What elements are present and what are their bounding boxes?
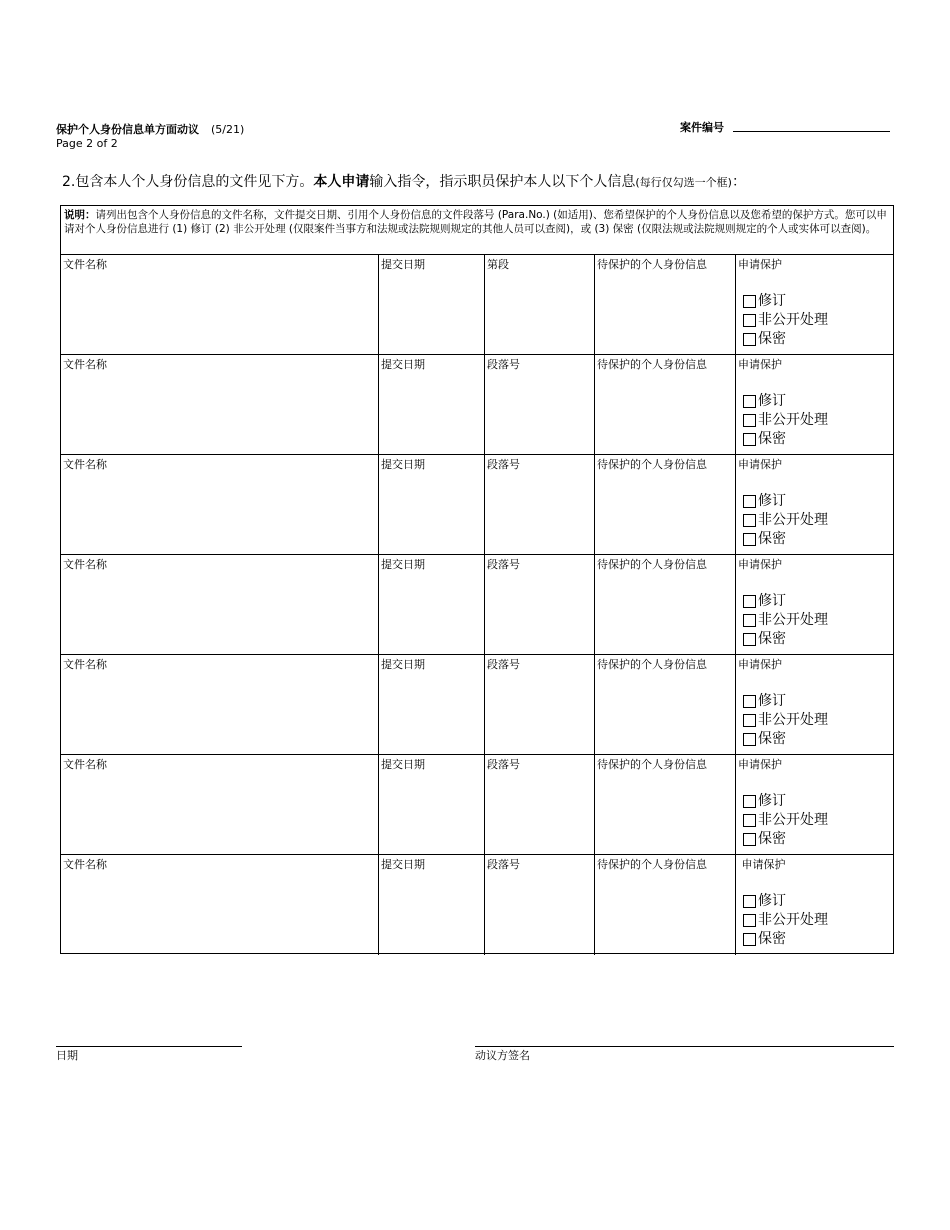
filed-date-label: 提交日期 — [381, 758, 425, 771]
option-label: 非公开处理 — [758, 812, 828, 828]
confidential-option[interactable] — [738, 530, 891, 549]
pii-label: 待保护的个人身份信息 — [597, 458, 707, 471]
option-label: 保密 — [758, 331, 786, 347]
table-row — [61, 255, 893, 355]
option-label: 非公开处理 — [758, 412, 828, 428]
paragraph-number-label: 段落号 — [487, 558, 520, 571]
filed-date-cell[interactable] — [379, 855, 485, 955]
pii-cell[interactable] — [595, 355, 736, 454]
case-number-label: 案件编号 — [680, 121, 724, 134]
option-label: 修订 — [758, 393, 786, 409]
document-name-cell[interactable] — [61, 755, 379, 854]
option-label: 保密 — [758, 831, 786, 847]
date-label: 日期 — [56, 1049, 78, 1062]
option-label: 非公开处理 — [758, 612, 828, 628]
table-row — [61, 355, 893, 455]
pii-cell[interactable] — [595, 255, 736, 354]
nonpublic-option[interactable] — [738, 311, 891, 330]
table-row — [61, 855, 893, 955]
option-label: 修订 — [758, 293, 786, 309]
document-name-label: 文件名称 — [63, 658, 107, 671]
nonpublic-option[interactable] — [738, 611, 891, 630]
intro-statement: 2.包含本人个人身份信息的文件见下方。本人申请输入指令，指示职员保护本人以下个人信息(每行仅勾选一个框)： — [62, 174, 746, 190]
confidential-option[interactable] — [738, 630, 891, 649]
redact-option[interactable] — [738, 292, 891, 311]
redact-option[interactable] — [738, 792, 891, 811]
redact-option[interactable] — [738, 892, 891, 911]
checkbox[interactable] — [743, 733, 756, 746]
pii-label: 待保护的个人身份信息 — [597, 558, 707, 571]
table-row — [61, 655, 893, 755]
pii-label: 待保护的个人身份信息 — [597, 758, 707, 771]
checkbox[interactable] — [743, 514, 756, 527]
option-label: 保密 — [758, 931, 786, 947]
table-row — [61, 555, 893, 655]
document-name-cell[interactable] — [61, 355, 379, 454]
page-number: Page 2 of 2 — [56, 137, 118, 150]
pii-label: 待保护的个人身份信息 — [597, 658, 707, 671]
protection-cell — [736, 255, 893, 354]
paragraph-number-label: 段落号 — [487, 358, 520, 371]
protection-cell — [736, 455, 893, 554]
document-name-cell[interactable] — [61, 655, 379, 754]
form-title: 保护个人身份信息单方面动议 (5/21) — [56, 123, 245, 136]
date-field[interactable] — [56, 1046, 242, 1047]
option-label: 保密 — [758, 431, 786, 447]
paragraph-number-cell[interactable] — [485, 255, 595, 354]
paragraph-number-cell[interactable] — [485, 555, 595, 654]
pii-label: 待保护的个人身份信息 — [597, 358, 707, 371]
confidential-option[interactable] — [738, 330, 891, 349]
pii-label: 待保护的个人身份信息 — [597, 258, 707, 271]
protection-cell — [736, 855, 893, 955]
option-label: 修订 — [758, 693, 786, 709]
filed-date-cell[interactable] — [379, 755, 485, 854]
filed-date-label: 提交日期 — [381, 358, 425, 371]
protection-cell — [736, 755, 893, 854]
document-name-label: 文件名称 — [63, 758, 107, 771]
nonpublic-option[interactable] — [738, 511, 891, 530]
option-label: 保密 — [758, 731, 786, 747]
form-revision: (5/21) — [211, 123, 245, 136]
checkbox[interactable] — [743, 314, 756, 327]
document-name-label: 文件名称 — [63, 858, 107, 871]
paragraph-number-cell[interactable] — [485, 655, 595, 754]
option-label: 非公开处理 — [758, 512, 828, 528]
paragraph-number-label: 段落号 — [487, 758, 520, 771]
pii-table — [60, 205, 894, 954]
filed-date-cell[interactable] — [379, 255, 485, 354]
document-name-label: 文件名称 — [63, 458, 107, 471]
protection-cell — [736, 355, 893, 454]
signature-label: 动议方签名 — [475, 1049, 530, 1062]
paragraph-number-label: 段落号 — [487, 658, 520, 671]
redact-option[interactable] — [738, 592, 891, 611]
document-name-label: 文件名称 — [63, 258, 107, 271]
checkbox[interactable] — [743, 433, 756, 446]
option-label: 非公开处理 — [758, 312, 828, 328]
protection-cell — [736, 555, 893, 654]
checkbox[interactable] — [743, 295, 756, 308]
paragraph-number-cell[interactable] — [485, 455, 595, 554]
checkbox[interactable] — [743, 633, 756, 646]
document-name-cell[interactable] — [61, 455, 379, 554]
confidential-option[interactable] — [738, 930, 891, 949]
document-name-cell[interactable] — [61, 855, 379, 955]
table-row — [61, 455, 893, 555]
signature-field[interactable] — [475, 1046, 894, 1047]
checkbox[interactable] — [743, 495, 756, 508]
paragraph-number-label: 段落号 — [487, 458, 520, 471]
option-label: 非公开处理 — [758, 912, 828, 928]
protection-label: 申请保护 — [738, 758, 782, 771]
document-name-label: 文件名称 — [63, 558, 107, 571]
confidential-option[interactable] — [738, 730, 891, 749]
pii-label: 待保护的个人身份信息 — [597, 858, 707, 871]
filed-date-cell[interactable] — [379, 455, 485, 554]
checkbox[interactable] — [743, 895, 756, 908]
filed-date-cell[interactable] — [379, 655, 485, 754]
pii-cell[interactable] — [595, 855, 736, 955]
filed-date-label: 提交日期 — [381, 258, 425, 271]
checkbox[interactable] — [743, 714, 756, 727]
filed-date-label: 提交日期 — [381, 558, 425, 571]
pii-cell[interactable] — [595, 755, 736, 854]
filed-date-label: 提交日期 — [381, 658, 425, 671]
confidential-option[interactable] — [738, 830, 891, 849]
filed-date-cell[interactable] — [379, 355, 485, 454]
confidential-option[interactable] — [738, 430, 891, 449]
checkbox[interactable] — [743, 833, 756, 846]
checkbox[interactable] — [743, 595, 756, 608]
protection-label: 申请保护 — [738, 858, 786, 871]
nonpublic-option[interactable] — [738, 411, 891, 430]
checkbox[interactable] — [743, 695, 756, 708]
paragraph-number-cell[interactable] — [485, 355, 595, 454]
protection-label: 申请保护 — [738, 458, 782, 471]
redact-option[interactable] — [738, 392, 891, 411]
redact-option[interactable] — [738, 492, 891, 511]
document-name-cell[interactable] — [61, 255, 379, 354]
checkbox[interactable] — [743, 814, 756, 827]
document-name-cell[interactable] — [61, 555, 379, 654]
document-name-label: 文件名称 — [63, 358, 107, 371]
checkbox[interactable] — [743, 914, 756, 927]
instructions: 说明：请列出包含个人身份信息的文件名称，文件提交日期、引用个人身份信息的文件段落号 (Para.No.) (如适用)、您希望保护的个人身份信息以及您希望的保护方式。您可以申请对个人身份信息进行 (1) 修订 (2) 非公开处理 (仅限案件当事方和法规或法院规则规定的其他人员可以查阅)，或 (3) 保密 (仅限法规或法院规则规定的个人或实体可以查阅)。 — [61, 206, 893, 255]
option-label: 修订 — [758, 893, 786, 909]
paragraph-number-cell[interactable] — [485, 755, 595, 854]
paragraph-number-cell[interactable] — [485, 855, 595, 955]
checkbox[interactable] — [743, 395, 756, 408]
pii-cell[interactable] — [595, 655, 736, 754]
protection-label: 申请保护 — [738, 358, 782, 371]
pii-cell[interactable] — [595, 555, 736, 654]
pii-cell[interactable] — [595, 455, 736, 554]
nonpublic-option[interactable] — [738, 811, 891, 830]
option-label: 修订 — [758, 593, 786, 609]
checkbox[interactable] — [743, 333, 756, 346]
protection-label: 申请保护 — [738, 658, 782, 671]
checkbox[interactable] — [743, 614, 756, 627]
paragraph-number-label: 第段 — [487, 258, 509, 271]
option-label: 保密 — [758, 531, 786, 547]
checkbox[interactable] — [743, 533, 756, 546]
redact-option[interactable] — [738, 692, 891, 711]
case-number-field[interactable] — [733, 131, 890, 132]
checkbox[interactable] — [743, 414, 756, 427]
nonpublic-option[interactable] — [738, 711, 891, 730]
filed-date-cell[interactable] — [379, 555, 485, 654]
filed-date-label: 提交日期 — [381, 858, 425, 871]
protection-cell — [736, 655, 893, 754]
paragraph-number-label: 段落号 — [487, 858, 520, 871]
option-label: 非公开处理 — [758, 712, 828, 728]
filed-date-label: 提交日期 — [381, 458, 425, 471]
option-label: 修订 — [758, 793, 786, 809]
option-label: 修订 — [758, 493, 786, 509]
checkbox[interactable] — [743, 933, 756, 946]
nonpublic-option[interactable] — [738, 911, 891, 930]
table-row — [61, 755, 893, 855]
protection-label: 申请保护 — [738, 258, 782, 271]
protection-label: 申请保护 — [738, 558, 782, 571]
checkbox[interactable] — [743, 795, 756, 808]
option-label: 保密 — [758, 631, 786, 647]
